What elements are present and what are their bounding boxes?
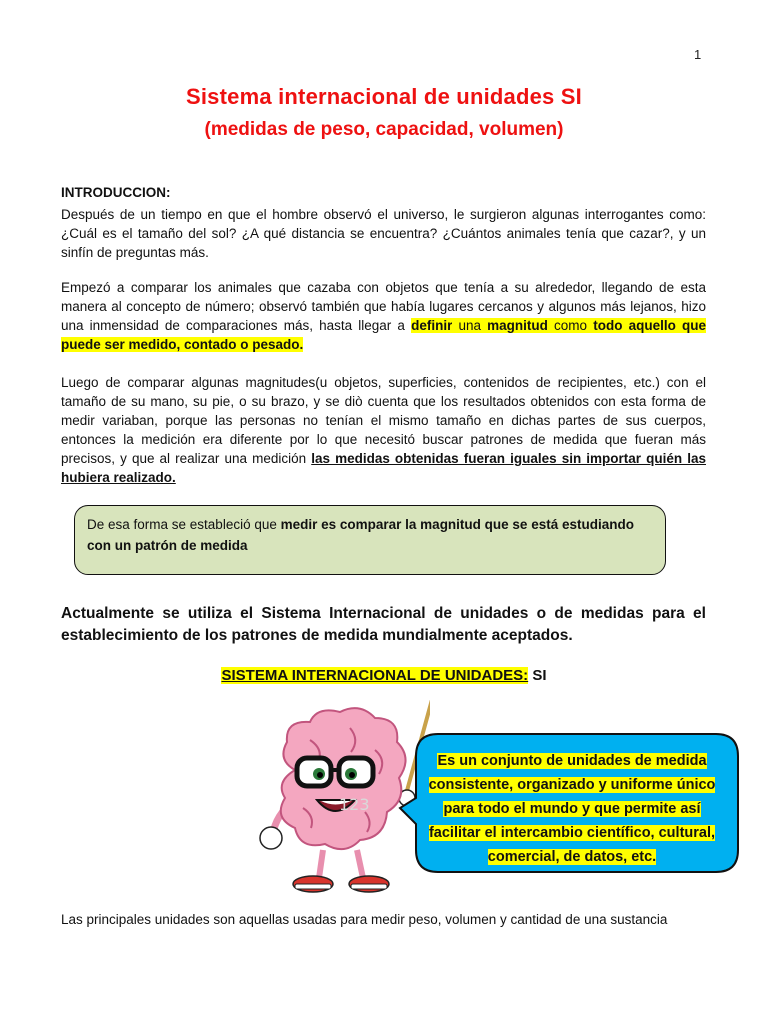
paragraph-2-text: Empezó a comparar los animales que cazaba con objetos que tenía a su alrededor, llegando de esta manera al concepto de número; observó también que había lugares cercanos y algunos más lejanos, hizo una inmensidad de comparaciones más, hasta llegar a <box>61 280 706 333</box>
si-heading <box>0 667 768 684</box>
intro-heading: INTRODUCCION: <box>61 185 171 200</box>
paragraph-3-text: Luego de comparar algunas magnitudes(u objetos, superficies, contenidos de recipientes, etc.) con el tamaño de su mano, su pie, o su brazo, y se diò cuenta que los resultados obtenidos con esta forma de medir variaban, porque las personas no tenían el mismo tamaño en dichas partes de sus cuerpos, entonces la medición era diferente por lo que necesitó buscar patrones de medida que fueran más precisos, y que al realizar una medición <box>61 375 706 466</box>
highlight-magnitud: magnitud <box>487 318 548 333</box>
page-title: Sistema internacional de unidades SI <box>186 84 582 109</box>
speech-bubble-highlight: Es un conjunto de unidades de medida consistente, organizado y uniforme único para todo el mundo y que permite así facilitar el intercambio científico, cultural, comercial, de datos, etc. <box>428 753 716 865</box>
si-heading-main: SISTEMA INTERNACIONAL DE UNIDADES: <box>221 667 529 684</box>
si-statement: Actualmente se utiliza el Sistema Internacional de unidades o de medidas para el establecimiento de los patrones de medida mundialmente aceptados. <box>61 605 706 644</box>
definition-box-intro: De esa forma se estableció que <box>87 517 281 532</box>
highlight-como: como <box>547 318 594 333</box>
highlight-definition: todo aquello que puede ser medido, contado o pesado. <box>61 318 706 352</box>
page-number: 1 <box>694 47 702 62</box>
definition-box <box>74 505 666 575</box>
paragraph-3 <box>61 373 706 487</box>
highlight-una: una <box>452 318 488 333</box>
page-subtitle: (medidas de peso, capacidad, volumen) <box>204 119 564 140</box>
paragraph-2 <box>61 278 706 354</box>
underlined-conclusion: las medidas obtenidas fueran iguales sin importar quién las hubiera realizado. <box>61 451 706 485</box>
highlight-definir: definir <box>411 318 453 333</box>
intro-paragraph: Después de un tiempo en que el hombre observó el universo, le surgieron algunas interrogantes como: ¿Cuál es el tamaño del sol? ¿A qué distancia se encuentra? ¿Cuántos animales tenía que cazar?, y un sinfín de preguntas más. <box>61 207 706 260</box>
speech-bubble-text <box>420 749 724 869</box>
brain-digits-text: 123 <box>339 795 370 814</box>
closing-sentence: Las principales unidades son aquellas usadas para medir peso, volumen y cantidad de una sustancia <box>61 912 668 927</box>
definition-box-bold: medir es comparar la magnitud que se está estudiando con un patrón de medida <box>87 517 634 553</box>
si-heading-suffix: SI <box>528 667 547 684</box>
